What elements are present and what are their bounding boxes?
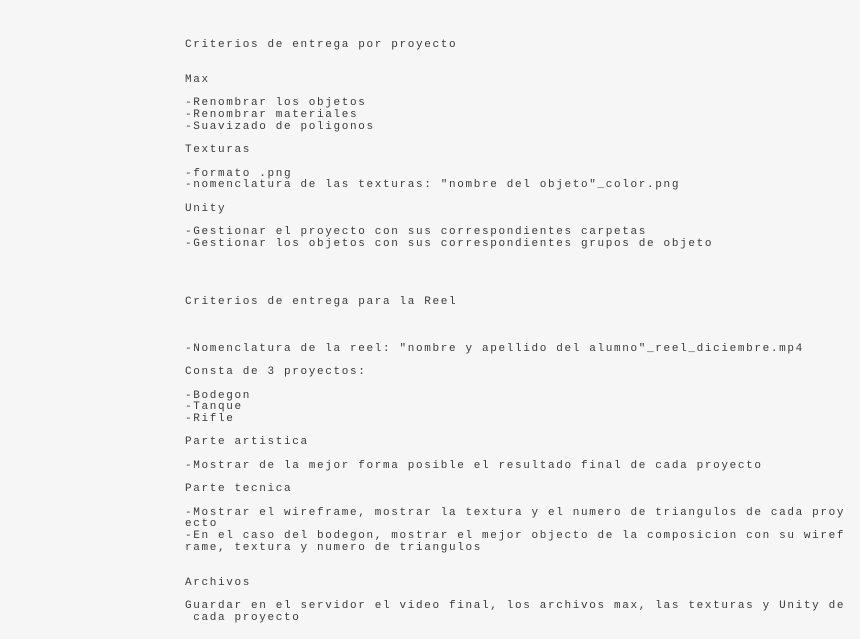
text-line: cada proyecto — [185, 611, 301, 624]
text-line: Parte tecnica — [185, 483, 293, 496]
blank-line — [185, 157, 845, 169]
document-text — [185, 40, 845, 624]
text-line: -Bodegon — [185, 389, 252, 402]
text-line: Max — [185, 74, 210, 87]
text-line: -Mostrar de la mejor forma posible el resultado final de cada proyecto — [185, 459, 763, 472]
text-line: Unity — [185, 202, 227, 215]
blank-line — [185, 321, 845, 333]
text-line: -Renombrar los objetos — [185, 97, 367, 110]
blank-line — [185, 274, 845, 286]
blank-line — [185, 566, 845, 578]
text-line: -Tanque — [185, 401, 243, 414]
text-line: rame, textura y numero de triangulos — [185, 541, 483, 554]
text-line: -En el caso del bodegon, mostrar el mejor objecto de la composicion con su wiref — [185, 529, 846, 542]
text-line: -Gestionar los objetos con sus correspondientes grupos de objeto — [185, 237, 714, 250]
blank-line — [185, 449, 845, 461]
text-line: Parte artistica — [185, 436, 309, 449]
blank-line — [185, 250, 845, 262]
blank-line — [185, 309, 845, 321]
blank-line — [185, 554, 845, 566]
text-line: -Mostrar el wireframe, mostrar la textura y el numero de triangulos de cada proy — [185, 506, 846, 519]
text-line: -Gestionar el proyecto con sus correspondientes carpetas — [185, 226, 648, 238]
blank-line — [185, 262, 845, 274]
text-line: Criterios de entrega para la Reel — [185, 296, 458, 309]
blank-line — [185, 192, 845, 204]
text-line: Guardar en el servidor el video final, los archivos max, las texturas y Unity de — [185, 600, 846, 612]
text-line: -Suavizado de poligonos — [185, 120, 375, 133]
text-line: -Renombrar materiales — [185, 109, 359, 122]
blank-line — [185, 134, 845, 146]
text-line: -formato .png — [185, 167, 293, 180]
blank-line — [185, 379, 845, 391]
text-line: ecto — [185, 518, 219, 531]
text-line: -nomenclatura de las texturas: "nombre del objeto"_color.png — [185, 179, 681, 192]
text-line: Criterios de entrega por proyecto — [185, 39, 458, 51]
blank-line — [185, 52, 845, 64]
blank-line — [185, 63, 845, 75]
blank-line — [185, 496, 845, 508]
text-line: Texturas — [185, 144, 252, 157]
text-line: Archivos — [185, 576, 252, 589]
text-line: -Nomenclatura de la reel: "nombre y apellido del alumno"_reel_diciembre.mp4 — [185, 342, 804, 355]
text-line: -Rifle — [185, 413, 235, 425]
text-line: Consta de 3 proyectos: — [185, 366, 367, 379]
